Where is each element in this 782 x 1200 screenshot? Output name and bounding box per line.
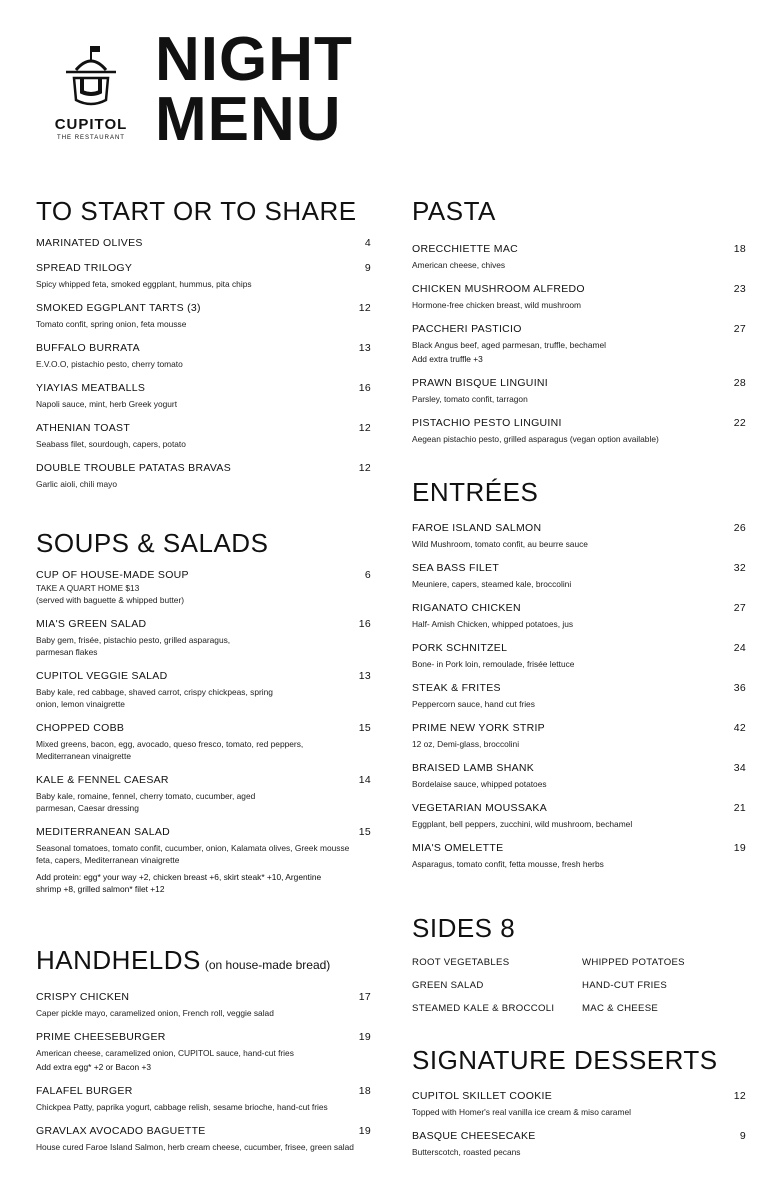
menu-item <box>36 568 371 606</box>
item-description: Asparagus, tomato confit, fetta mousse, fresh herbs <box>412 859 604 869</box>
menu-item <box>412 416 746 445</box>
desserts-heading: SIGNATURE DESSERTS <box>412 1045 718 1075</box>
item-description: Half- Amish Chicken, whipped potatoes, jus <box>412 619 574 629</box>
menu-item <box>412 601 746 630</box>
title-line-1: NIGHT <box>155 25 353 94</box>
item-addon-note: Add extra truffle +3 <box>412 354 483 364</box>
item-price: 19 <box>358 1031 371 1043</box>
item-description: Caper pickle mayo, caramelized onion, French roll, veggie salad <box>36 1008 274 1018</box>
menu-item <box>412 801 746 830</box>
menu-item <box>412 282 746 311</box>
menu-item <box>412 641 746 670</box>
item-description: House cured Faroe Island Salmon, herb cream cheese, cucumber, frisee, green salad <box>36 1142 354 1152</box>
sides-section <box>412 915 746 1014</box>
handhelds-title: HANDHELDS <box>36 945 201 975</box>
soups-heading: SOUPS & SALADS <box>36 528 269 558</box>
entrees-section <box>412 479 746 881</box>
menu-item <box>36 301 371 330</box>
item-name: CUPITOL VEGGIE SALAD <box>36 670 168 682</box>
item-name: GRAVLAX AVOCADO BAGUETTE <box>36 1125 206 1137</box>
item-name: MEDITERRANEAN SALAD <box>36 826 171 838</box>
menu-item <box>412 1089 746 1118</box>
menu-item <box>36 236 371 250</box>
item-name: CHOPPED COBB <box>36 722 125 734</box>
item-name: STEAK & FRITES <box>412 682 501 694</box>
item-name: SEA BASS FILET <box>412 562 500 574</box>
menu-item <box>36 421 371 450</box>
item-price: 16 <box>358 618 371 630</box>
brand-name: CUPITOL <box>54 116 128 133</box>
item-price: 13 <box>358 342 371 354</box>
menu-item <box>36 461 371 490</box>
item-name: SPREAD TRILOGY <box>36 262 133 274</box>
side-item: WHIPPED POTATOES <box>582 957 685 968</box>
item-name: MIA'S GREEN SALAD <box>36 618 147 630</box>
item-name: ATHENIAN TOAST <box>36 422 131 434</box>
handhelds-heading <box>36 947 371 978</box>
menu-item <box>36 341 371 370</box>
item-description: Napoli sauce, mint, herb Greek yogurt <box>36 399 178 409</box>
brand-tagline: THE RESTAURANT <box>57 135 125 141</box>
entrees-heading: ENTRÉES <box>412 477 539 507</box>
item-price: 12 <box>733 1090 746 1102</box>
item-price: 4 <box>364 237 371 249</box>
item-name: MIA'S OMELETTE <box>412 842 504 854</box>
item-description: Seabass filet, sourdough, capers, potato <box>36 439 186 449</box>
item-name: VEGETARIAN MOUSSAKA <box>412 802 548 814</box>
page-title <box>155 25 353 154</box>
item-description: Bordelaise sauce, whipped potatoes <box>412 779 547 789</box>
item-price: 34 <box>733 762 746 774</box>
side-item: ROOT VEGETABLES <box>412 957 510 968</box>
item-name: PRIME CHEESEBURGER <box>36 1031 166 1043</box>
item-name: BASQUE CHEESECAKE <box>412 1130 536 1142</box>
item-price: 27 <box>733 602 746 614</box>
handhelds-section <box>36 947 371 1164</box>
menu-item <box>36 1030 371 1073</box>
item-price: 18 <box>733 243 746 255</box>
starters-heading: TO START OR TO SHARE <box>36 196 357 226</box>
item-description: Black Angus beef, aged parmesan, truffle, bechamel <box>412 340 606 350</box>
item-description: Baby kale, romaine, fennel, cherry tomato, cucumber, aged parmesan, Caesar dressing <box>36 791 256 813</box>
item-name: YIAYIAS MEATBALLS <box>36 382 146 394</box>
item-description: Butterscotch, roasted pecans <box>412 1147 521 1157</box>
menu-item <box>36 721 371 762</box>
item-price: 24 <box>733 642 746 654</box>
item-price: 26 <box>733 522 746 534</box>
item-name: PRAWN BISQUE LINGUINI <box>412 377 549 389</box>
menu-item <box>412 841 746 870</box>
menu-item <box>412 721 746 750</box>
item-name: SMOKED EGGPLANT TARTS (3) <box>36 302 201 314</box>
protein-addon-note: Add protein: egg* your way +2, chicken breast +6, skirt steak* +10, Argentine shrimp +8, grilled salmon* filet +12 <box>36 872 322 894</box>
side-item: STEAMED KALE & BROCCOLI <box>412 1003 555 1014</box>
item-price: 19 <box>733 842 746 854</box>
item-description: Eggplant, bell peppers, zucchini, wild mushroom, bechamel <box>412 819 633 829</box>
item-name: DOUBLE TROUBLE PATATAS BRAVAS <box>36 462 232 474</box>
item-price: 9 <box>739 1130 746 1142</box>
handhelds-subtitle: (on house-made bread) <box>204 958 331 972</box>
item-description: Hormone-free chicken breast, wild mushroom <box>412 300 581 310</box>
menu-item <box>36 617 371 658</box>
menu-item <box>412 521 746 550</box>
item-description: Peppercorn sauce, hand cut fries <box>412 699 535 709</box>
item-description: (served with baguette & whipped butter) <box>36 595 185 605</box>
item-description: Garlic aioli, chili mayo <box>36 479 117 489</box>
item-price: 13 <box>358 670 371 682</box>
item-price: 14 <box>358 774 371 786</box>
item-price: 42 <box>733 722 746 734</box>
item-description: E.V.O.O, pistachio pesto, cherry tomato <box>36 359 183 369</box>
pasta-heading: PASTA <box>412 196 496 226</box>
pasta-section <box>412 198 746 456</box>
menu-item <box>412 761 746 790</box>
item-subline: TAKE A QUART HOME $13 <box>36 583 140 593</box>
item-price: 23 <box>733 283 746 295</box>
item-name: PRIME NEW YORK STRIP <box>412 722 545 734</box>
item-name: RIGANATO CHICKEN <box>412 602 521 614</box>
item-price: 21 <box>733 802 746 814</box>
soups-section <box>36 530 371 895</box>
item-price: 22 <box>733 417 746 429</box>
item-price: 16 <box>358 382 371 394</box>
title-line-2: MENU <box>155 85 342 154</box>
menu-item <box>36 1124 371 1153</box>
menu-item <box>36 381 371 410</box>
item-name: CUP OF HOUSE-MADE SOUP <box>36 569 189 581</box>
item-price: 32 <box>733 562 746 574</box>
menu-item <box>412 681 746 710</box>
menu-item <box>36 1084 371 1113</box>
item-addon-note: Add extra egg* +2 or Bacon +3 <box>36 1062 152 1072</box>
item-description: American cheese, caramelized onion, CUPITOL sauce, hand-cut fries <box>36 1048 294 1058</box>
side-item: GREEN SALAD <box>412 980 484 991</box>
item-name: MARINATED OLIVES <box>36 237 143 249</box>
cupitol-logo-icon <box>62 42 120 114</box>
item-description: Tomato confit, spring onion, feta mousse <box>36 319 187 329</box>
item-price: 6 <box>364 569 371 581</box>
item-price: 12 <box>358 302 371 314</box>
starters-section <box>36 198 371 501</box>
item-price: 36 <box>733 682 746 694</box>
item-description: Meuniere, capers, steamed kale, broccolini <box>412 579 572 589</box>
item-price: 15 <box>358 826 371 838</box>
menu-item <box>412 1129 746 1158</box>
menu-item <box>412 561 746 590</box>
item-price: 19 <box>358 1125 371 1137</box>
item-description: Baby gem, frisée, pistachio pesto, grilled asparagus, parmesan flakes <box>36 635 231 657</box>
menu-item <box>412 242 746 271</box>
item-name: PORK SCHNITZEL <box>412 642 508 654</box>
menu-item <box>36 990 371 1019</box>
item-description: Baby kale, red cabbage, shaved carrot, crispy chickpeas, spring onion, lemon vinaigrette <box>36 687 273 709</box>
item-price: 28 <box>733 377 746 389</box>
menu-item <box>412 322 746 365</box>
item-description: Wild Mushroom, tomato confit, au beurre sauce <box>412 539 588 549</box>
item-description: Bone- in Pork loin, remoulade, frisée lettuce <box>412 659 575 669</box>
item-description: Seasonal tomatoes, tomato confit, cucumber, onion, Kalamata olives, Greek mousse feta, capers, Mediterranean vinaigrette <box>36 843 350 865</box>
item-description: Parsley, tomato confit, tarragon <box>412 394 528 404</box>
item-price: 18 <box>358 1085 371 1097</box>
item-name: ORECCHIETTE MAC <box>412 243 519 255</box>
item-name: BRAISED LAMB SHANK <box>412 762 535 774</box>
item-name: FAROE ISLAND SALMON <box>412 522 542 534</box>
side-item: HAND-CUT FRIES <box>582 980 668 991</box>
item-name: PACCHERI PASTICIO <box>412 323 522 335</box>
menu-item <box>36 669 371 710</box>
menu-item <box>36 773 371 814</box>
desserts-section <box>412 1047 746 1169</box>
item-name: PISTACHIO PESTO LINGUINI <box>412 417 562 429</box>
item-description: American cheese, chives <box>412 260 506 270</box>
item-description: Spicy whipped feta, smoked eggplant, hummus, pita chips <box>36 279 252 289</box>
sides-heading: SIDES 8 <box>412 913 516 943</box>
menu-item <box>36 261 371 290</box>
item-name: BUFFALO BURRATA <box>36 342 140 354</box>
item-description: Chickpea Patty, paprika yogurt, cabbage relish, sesame brioche, hand-cut fries <box>36 1102 328 1112</box>
sides-list <box>412 957 746 1014</box>
item-price: 17 <box>358 991 371 1003</box>
item-name: CRISPY CHICKEN <box>36 991 130 1003</box>
item-description: Topped with Homer's real vanilla ice cream & miso caramel <box>412 1107 631 1117</box>
item-price: 12 <box>358 422 371 434</box>
item-description: 12 oz, Demi-glass, broccolini <box>412 739 520 749</box>
item-description: Mixed greens, bacon, egg, avocado, queso fresco, tomato, red peppers, Mediterranean vinaigrette <box>36 739 304 761</box>
menu-item <box>412 376 746 405</box>
item-description: Aegean pistachio pesto, grilled asparagus (vegan option available) <box>412 434 659 444</box>
brand-logo <box>36 42 146 152</box>
item-name: KALE & FENNEL CAESAR <box>36 774 169 786</box>
item-price: 15 <box>358 722 371 734</box>
item-price: 12 <box>358 462 371 474</box>
item-price: 9 <box>364 262 371 274</box>
item-name: CUPITOL SKILLET COOKIE <box>412 1090 553 1102</box>
item-name: CHICKEN MUSHROOM ALFREDO <box>412 283 585 295</box>
item-price: 27 <box>733 323 746 335</box>
side-item: MAC & CHEESE <box>582 1003 659 1014</box>
menu-item <box>36 825 371 866</box>
item-name: FALAFEL BURGER <box>36 1085 133 1097</box>
